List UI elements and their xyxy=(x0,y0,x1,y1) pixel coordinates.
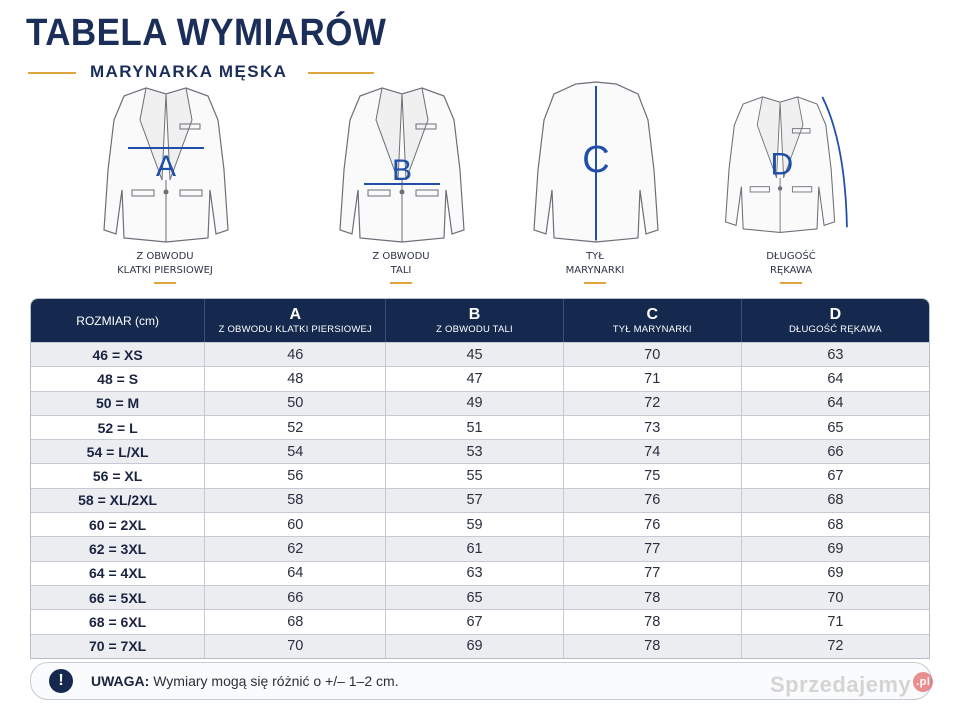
measurement-cell: 72 xyxy=(741,635,929,658)
note-text xyxy=(91,673,399,689)
measurement-cell: 61 xyxy=(385,537,562,560)
measurement-cell: 74 xyxy=(563,440,741,463)
measurement-cell: 53 xyxy=(385,440,562,463)
column-header-size: ROZMIAR (cm) xyxy=(76,313,159,328)
measurement-cell: 57 xyxy=(385,489,562,512)
size-cell: 46 = XS xyxy=(92,346,143,363)
subtitle-divider-right xyxy=(308,72,374,74)
size-cell: 56 = XL xyxy=(92,468,143,485)
measurement-cell: 66 xyxy=(741,440,929,463)
column-letter: A xyxy=(289,305,302,323)
measurement-cell: 63 xyxy=(385,562,562,585)
jacket-front-chest-illustration xyxy=(100,80,232,245)
jacket-button xyxy=(164,190,169,195)
caption-sleeve xyxy=(716,250,866,284)
measurement-cell: 62 xyxy=(204,537,385,560)
caption-sleeve-line1: DŁUGOŚĆ xyxy=(766,251,816,262)
measurement-cell: 64 xyxy=(741,367,929,390)
measurement-cell: 72 xyxy=(563,392,741,415)
measurement-cell: 69 xyxy=(741,537,929,560)
measurement-cell: 69 xyxy=(385,635,562,658)
measurement-cell: 78 xyxy=(563,586,741,609)
table-row xyxy=(31,415,929,439)
column-letter: C xyxy=(646,305,658,323)
caption-underline xyxy=(154,282,176,284)
measurement-cell: 71 xyxy=(741,610,929,633)
measurement-cell: 76 xyxy=(563,513,741,536)
table-row xyxy=(31,609,929,633)
size-cell: 60 = 2XL xyxy=(89,516,147,533)
measure-letter-a: A xyxy=(155,150,177,183)
measurement-cell: 68 xyxy=(204,610,385,633)
measurement-cell: 70 xyxy=(563,343,741,366)
page-title: TABELA WYMIARÓW xyxy=(26,12,387,54)
column-letter: B xyxy=(468,305,481,323)
jacket-sleeve-illustration xyxy=(722,80,854,245)
watermark-logo xyxy=(770,672,933,698)
caption-waist-line2: TALI xyxy=(390,265,412,276)
measurement-cell: 55 xyxy=(385,464,562,487)
measurement-cell: 69 xyxy=(741,562,929,585)
measurement-cell: 78 xyxy=(563,610,741,633)
measurement-cell: 77 xyxy=(563,562,741,585)
column-header-c xyxy=(563,299,741,342)
caption-underline xyxy=(780,282,802,284)
size-cell: 48 = S xyxy=(97,370,139,387)
column-label: Z OBWODU TALI xyxy=(436,323,513,335)
size-cell: 70 = 7XL xyxy=(89,638,147,655)
caption-chest xyxy=(90,250,240,284)
size-cell: 68 = 6XL xyxy=(89,613,147,630)
caption-back-line1: TYŁ xyxy=(586,251,604,262)
table-row xyxy=(31,488,929,512)
column-letter: D xyxy=(829,305,842,323)
table-row xyxy=(31,634,929,658)
jacket-front-waist-illustration xyxy=(336,80,468,245)
measurement-cell: 51 xyxy=(385,416,562,439)
measurement-cell: 52 xyxy=(204,416,385,439)
caption-underline xyxy=(584,282,606,284)
table-row xyxy=(31,561,929,585)
table-row xyxy=(31,391,929,415)
measurement-cell: 65 xyxy=(741,416,929,439)
measurement-cell: 75 xyxy=(563,464,741,487)
column-label: TYŁ MARYNARKI xyxy=(612,323,692,335)
table-row xyxy=(31,439,929,463)
size-cell: 54 = L/XL xyxy=(86,443,149,460)
size-cell: 64 = 4XL xyxy=(89,565,147,582)
measurement-cell: 73 xyxy=(563,416,741,439)
measurement-cell: 68 xyxy=(741,513,929,536)
measurement-cell: 48 xyxy=(204,367,385,390)
measurement-cell: 70 xyxy=(204,635,385,658)
measurement-cell: 63 xyxy=(741,343,929,366)
caption-sleeve-line2: RĘKAWA xyxy=(769,265,813,276)
note-label: UWAGA: xyxy=(91,673,150,689)
page-subtitle: MARYNARKA MĘSKA xyxy=(90,62,288,81)
measure-letter-b: B xyxy=(391,154,413,187)
subtitle-divider-left xyxy=(28,72,76,74)
table-body xyxy=(31,342,929,658)
column-label: DŁUGOŚĆ RĘKAWA xyxy=(788,323,882,335)
table-row xyxy=(31,536,929,560)
table-row xyxy=(31,366,929,390)
caption-waist-line1: Z OBWODU xyxy=(372,251,430,262)
measurement-cell: 78 xyxy=(563,635,741,658)
jacket-button xyxy=(400,190,405,195)
measurement-cell: 47 xyxy=(385,367,562,390)
measurement-cell: 67 xyxy=(385,610,562,633)
measurement-cell: 64 xyxy=(204,562,385,585)
table-row xyxy=(31,585,929,609)
jacket-button xyxy=(778,186,782,190)
measurement-cell: 46 xyxy=(204,343,385,366)
measurement-cell: 54 xyxy=(204,440,385,463)
watermark-text: Sprzedajemy xyxy=(770,672,912,697)
measurement-cell: 76 xyxy=(563,489,741,512)
measurement-cell: 77 xyxy=(563,537,741,560)
column-label: Z OBWODU KLATKI PIERSIOWEJ xyxy=(218,323,372,335)
column-header-b xyxy=(385,299,562,342)
size-cell: 62 = 3XL xyxy=(89,541,147,558)
measurement-cell: 71 xyxy=(563,367,741,390)
measurement-cell: 68 xyxy=(741,489,929,512)
measurement-cell: 60 xyxy=(204,513,385,536)
column-header-d xyxy=(741,299,929,342)
measurement-cell: 59 xyxy=(385,513,562,536)
caption-back-line2: MARYNARKI xyxy=(565,265,625,276)
table-row xyxy=(31,463,929,487)
measurement-cell: 56 xyxy=(204,464,385,487)
caption-chest-line1: Z OBWODU xyxy=(136,251,194,262)
caption-underline xyxy=(390,282,412,284)
measurement-cell: 58 xyxy=(204,489,385,512)
measurement-cell: 64 xyxy=(741,392,929,415)
size-cell: 50 = M xyxy=(96,395,140,412)
caption-waist xyxy=(326,250,476,284)
caption-chest-line2: KLATKI PIERSIOWEJ xyxy=(117,265,213,276)
table-row xyxy=(31,512,929,536)
size-cell: 52 = L xyxy=(97,419,138,436)
size-cell: 66 = 5XL xyxy=(89,589,147,606)
jacket-back-illustration xyxy=(530,80,662,245)
caption-back xyxy=(520,250,670,284)
table-row xyxy=(31,342,929,366)
measurement-cell: 67 xyxy=(741,464,929,487)
measurement-cell: 50 xyxy=(204,392,385,415)
exclamation-icon: ! xyxy=(49,669,73,693)
measurement-cell: 65 xyxy=(385,586,562,609)
column-header-a xyxy=(204,299,385,342)
note-message: Wymiary mogą się różnić o +/– 1–2 cm. xyxy=(149,673,399,689)
watermark-badge: .pl xyxy=(913,672,933,692)
size-table xyxy=(30,298,930,659)
size-cell: 58 = XL/2XL xyxy=(78,492,158,509)
measurement-cell: 70 xyxy=(741,586,929,609)
measurement-cell: 45 xyxy=(385,343,562,366)
table-header xyxy=(31,299,929,342)
measure-letter-d: D xyxy=(770,145,794,182)
measurement-cell: 49 xyxy=(385,392,562,415)
measurement-cell: 66 xyxy=(204,586,385,609)
measure-letter-c: C xyxy=(582,139,610,181)
